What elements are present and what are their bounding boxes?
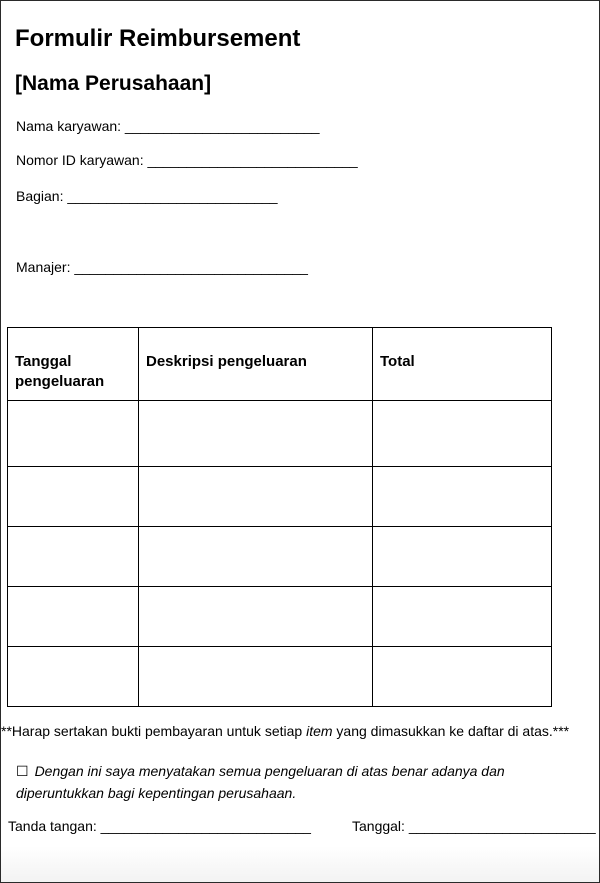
- table-row: [8, 467, 552, 527]
- table-row: [8, 647, 552, 707]
- expense-table-header-row: [8, 328, 552, 401]
- expense-total-cell[interactable]: [373, 527, 552, 587]
- expense-table: [7, 327, 552, 707]
- declaration-statement: [16, 760, 576, 804]
- form-title: Formulir Reimbursement: [15, 25, 301, 52]
- expense-date-cell[interactable]: [8, 401, 139, 467]
- expense-description-cell[interactable]: [139, 647, 373, 707]
- declaration-text: Dengan ini saya menyatakan semua pengeluaran di atas benar adanya dan diperuntukkan bagi kepentingan perusahaan.: [16, 763, 505, 801]
- receipt-note-text-start: **Harap sertakan bukti pembayaran untuk setiap: [1, 723, 307, 739]
- employee-name-field[interactable]: Nama karyawan: _________________________: [16, 118, 320, 134]
- receipt-note-text-end: yang dimasukkan ke daftar di atas.***: [332, 723, 570, 739]
- expense-date-cell[interactable]: [8, 587, 139, 647]
- table-row: [8, 401, 552, 467]
- table-row: [8, 527, 552, 587]
- expense-total-cell[interactable]: [373, 401, 552, 467]
- expense-date-cell[interactable]: [8, 467, 139, 527]
- receipt-note: [1, 723, 569, 739]
- table-row: [8, 587, 552, 647]
- company-name-placeholder: [Nama Perusahaan]: [15, 72, 212, 95]
- signature-field[interactable]: Tanda tangan: ___________________________: [8, 818, 311, 834]
- column-header-expense-date: Tanggal pengeluaran: [8, 328, 139, 401]
- expense-description-cell[interactable]: [139, 527, 373, 587]
- expense-description-cell[interactable]: [139, 467, 373, 527]
- signature-date-field[interactable]: Tanggal: ________________________: [352, 818, 596, 834]
- declaration-checkbox[interactable]: ☐: [16, 763, 29, 779]
- expense-description-cell[interactable]: [139, 401, 373, 467]
- employee-id-field[interactable]: Nomor ID karyawan: ___________________________: [16, 152, 358, 168]
- receipt-note-item-word: item: [306, 723, 333, 739]
- column-header-expense-description: Deskripsi pengeluaran: [139, 328, 373, 401]
- expense-total-cell[interactable]: [373, 647, 552, 707]
- expense-date-cell[interactable]: [8, 527, 139, 587]
- expense-date-cell[interactable]: [8, 647, 139, 707]
- column-header-total: Total: [373, 328, 552, 401]
- expense-description-cell[interactable]: [139, 587, 373, 647]
- expense-total-cell[interactable]: [373, 467, 552, 527]
- department-field[interactable]: Bagian: ___________________________: [16, 188, 278, 204]
- expense-total-cell[interactable]: [373, 587, 552, 647]
- manager-field[interactable]: Manajer: ______________________________: [16, 259, 308, 275]
